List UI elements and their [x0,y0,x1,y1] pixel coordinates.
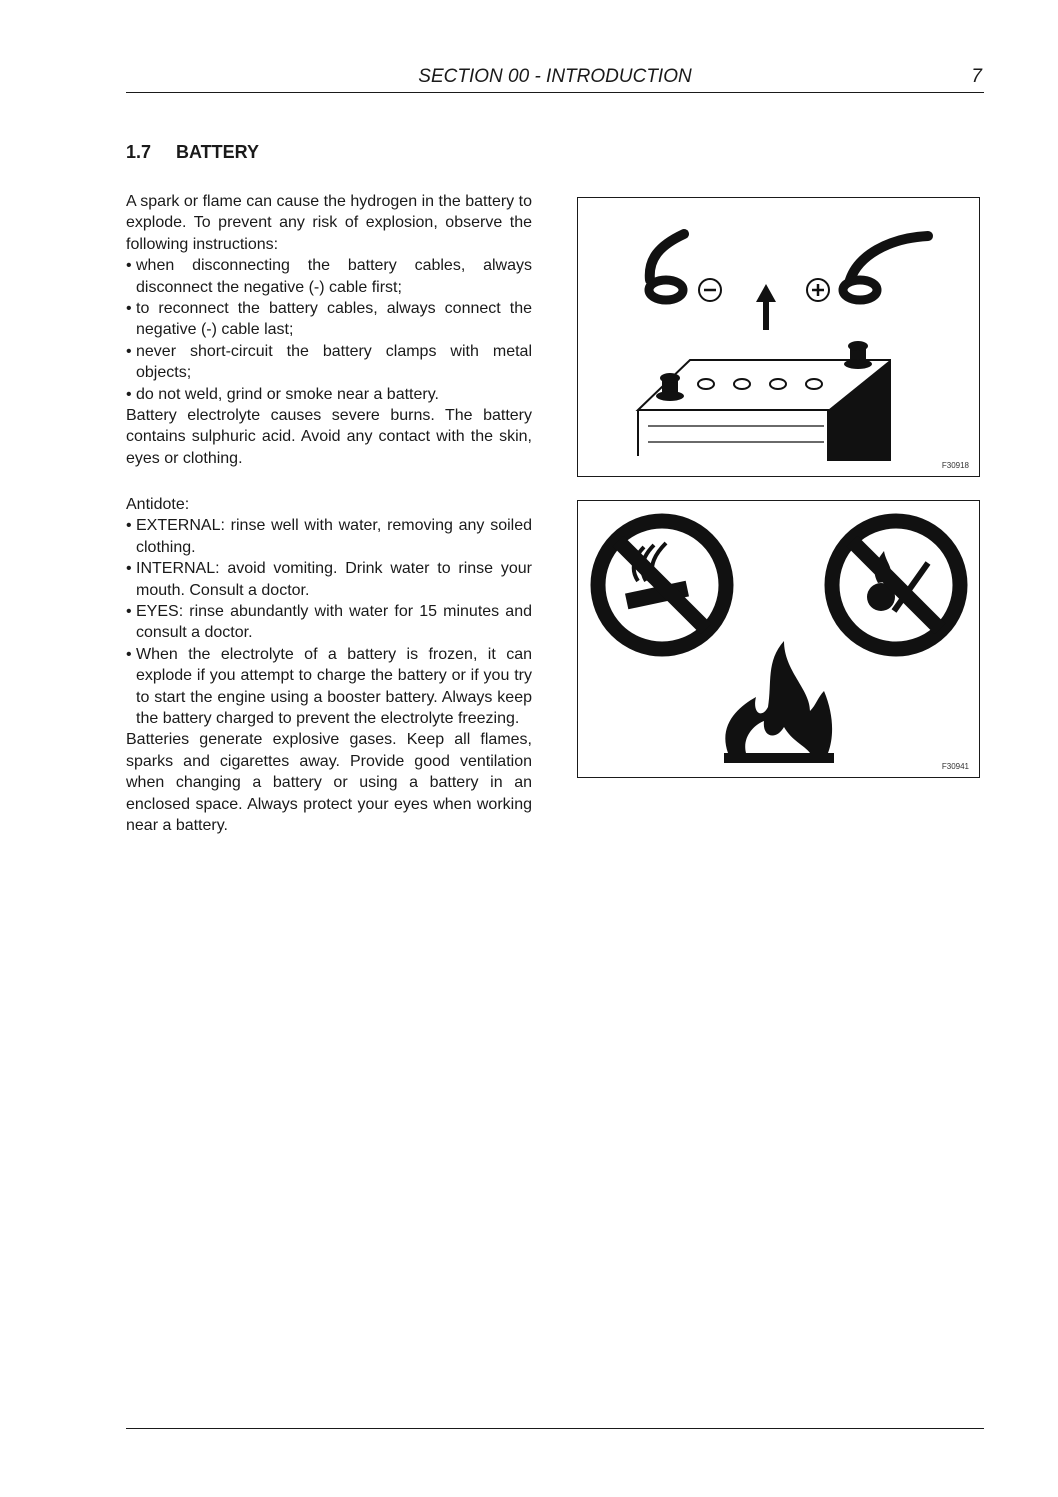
page-header [126,66,984,93]
list-item: • when disconnecting the battery cables, always disconnect the negative (-) cable first; [126,255,532,298]
antidote-text [126,494,532,837]
list-item: • to reconnect the battery cables, always connect the negative (-) cable last; [126,298,532,341]
battery-illustration [578,198,981,478]
paragraph: Antidote: [126,496,190,513]
page-number: 7 [971,66,982,87]
bullet-list [126,515,532,729]
flame-icon [724,641,834,763]
arrow-up-icon [756,284,776,330]
list-item: • When the electrolyte of a battery is frozen, it can explode if you attempt to charge the battery or if you try to start the engine using a booster battery. Always keep the battery charged to prevent the electrolyte freezing. [126,644,532,730]
figure-code: F30918 [941,461,969,470]
battery-warning-text [126,191,532,469]
section-title: SECTION 00 - INTRODUCTION [418,66,692,87]
list-item: • INTERNAL: avoid vomiting. Drink water to rinse your mouth. Consult a doctor. [126,558,532,601]
list-item: • do not weld, grind or smoke near a battery. [126,384,532,405]
no-open-flame-icon [832,521,960,649]
footer-rule [126,1428,984,1429]
paragraph: Batteries generate explosive gases. Keep all flames, sparks and cigarettes away. Provide good ventilation when changing a battery or using a battery in an enclosed space. Always protect your eyes when working near a battery. [126,731,532,835]
list-item: • EXTERNAL: rinse well with water, removing any soiled clothing. [126,515,532,558]
list-item: • never short-circuit the battery clamps with metal objects; [126,341,532,384]
figure-code: F30941 [941,762,969,771]
no-smoking-icon [598,521,726,649]
prohibition-figure [577,500,980,778]
positive-cable-icon [807,236,928,301]
battery-icon [638,341,890,460]
list-item: • EYES: rinse abundantly with water for 15 minutes and consult a doctor. [126,601,532,644]
prohibition-illustration [578,501,981,779]
battery-figure [577,197,980,477]
paragraph: Battery electrolyte causes severe burns. The battery contains sulphuric acid. Avoid any contact with the skin, eyes or clothing. [126,407,532,467]
section-heading [126,142,259,163]
bullet-list [126,255,532,405]
paragraph: A spark or flame can cause the hydrogen in the battery to explode. To prevent any risk of explosion, observe the following instructions: [126,193,532,253]
negative-cable-icon [649,234,721,301]
heading-number: 1.7 [126,142,152,162]
heading-title: BATTERY [176,142,259,162]
